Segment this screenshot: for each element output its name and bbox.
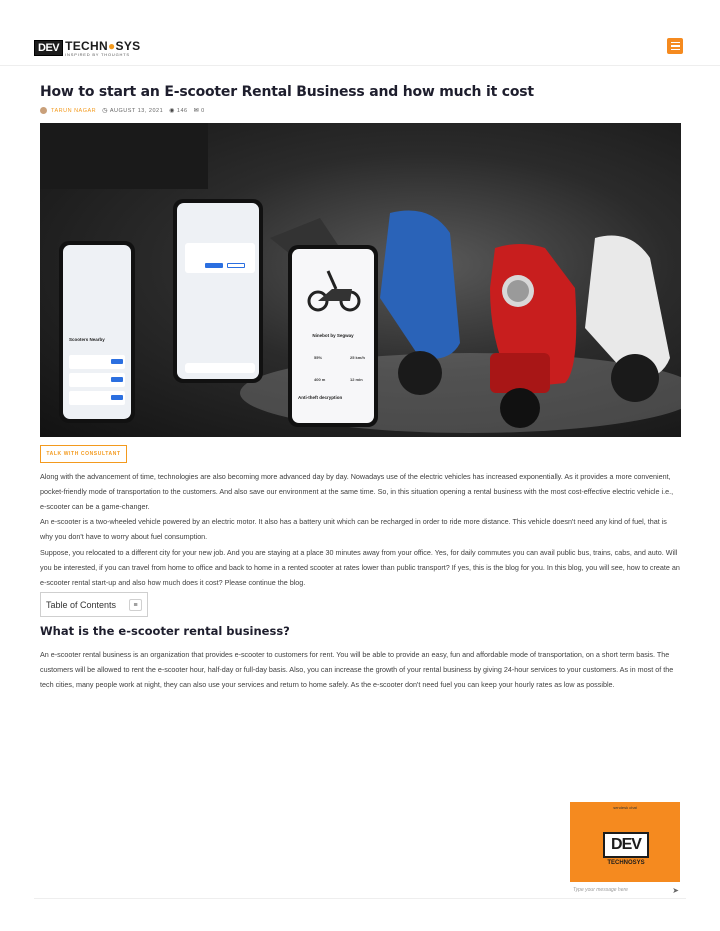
toc-label: Table of Contents [46,599,117,610]
view-count: 146 [176,107,188,114]
hamburger-icon[interactable] [667,38,683,54]
phone-mockup-center [173,199,263,383]
hero-image [40,123,681,437]
article-meta [40,107,211,114]
table-of-contents-toggle[interactable] [40,592,148,617]
logo-mark: DEV [34,40,63,56]
intro-paragraph-1: Along with the advancement of time, technologies are also becoming more advanced day by day. Nowadays use of the electric vehicles has increased exponentially. As it provides a more convenient, pocket-friendly mode of transportation to the customers. And also save our environment at the same time. So, in this situation opening a rental business with the most cost-effective electric vehicle i.e., e-scooter can be a game-changer. [40,472,674,511]
intro-paragraph-2: An e-scooter is a two-wheeled vehicle powered by an electric motor. It also has a battery unit which can be recharged in order to ride more distance. This vehicle doesn't need any kind of fuel, that is why you don't have to worry about fuel consumption. [40,517,667,541]
send-icon[interactable]: ➤ [672,885,679,895]
chat-logo: DEV TECHNOSYS [603,832,649,864]
list-icon[interactable]: ≡ [129,599,142,611]
author-name[interactable]: TARUN NAGAR [51,107,97,114]
phone-right-title: Ninebot by Segway [312,333,354,338]
site-header [0,0,720,66]
talk-with-consultant-button[interactable]: TALK WITH CONSULTANT [40,445,127,463]
chat-message-input[interactable]: Type your message here ➤ [573,885,679,895]
comment-count[interactable]: 0 [201,107,205,114]
footer-divider [34,898,686,899]
section-paragraph: An e-scooter rental business is an organization that provides e-scooter to customers for rent. You will be able to provide an easy, fun and affordable mode of transportation, on a short term basis. The customers will be allowed to rent the e-scooter hour, half-day or full-day basis. Also, you can increase the growth of your rental business by giving 24-hour services to your customers. As in most of the tech cities, many people work at night, they can also use your services and return to home safely. As the e-scooter don't need fuel you can keep your hourly rates as low as possible. [40,650,674,689]
intro-paragraph-3: Suppose, you relocated to a different city for your new job. And you are staying at a place 30 minutes away from your office. Yes, for daily commutes you can avail public bus, trains, cabs, and auto. Will you be interested, if you can travel from home to office and back to home in a rented scooter at rates lower than public transport? If yes, this is the blog for you. In this blog, you will see, how to create an e-scooter rental start-up and also how much does it cost? Please continue the blog. [40,548,680,587]
site-logo[interactable] [34,39,140,57]
logo-word: TECHN●SYS [65,38,141,53]
author-avatar [40,107,47,114]
chat-header-label: sendesk chat [613,805,637,810]
eye-icon: ◉ [169,108,175,114]
phone-mockup-right: Ninebot by Segway 55% 25 km/h 400 m 12 min Anti-theft decryption [288,245,378,427]
post-date: AUGUST 13, 2021 [109,107,164,114]
phone-left-title: Scooters Nearby [69,337,105,342]
logo-tagline: INSPIRED BY THOUGHTS [65,51,130,57]
clock-icon: ◷ [102,108,108,114]
chat-widget[interactable] [570,802,682,898]
comment-icon: ✉ [193,108,200,114]
article-title: How to start an E-scooter Rental Business and how much it cost [40,84,534,100]
phone-mockup-left [59,241,135,423]
section-heading: What is the e-scooter rental business? [40,624,290,638]
